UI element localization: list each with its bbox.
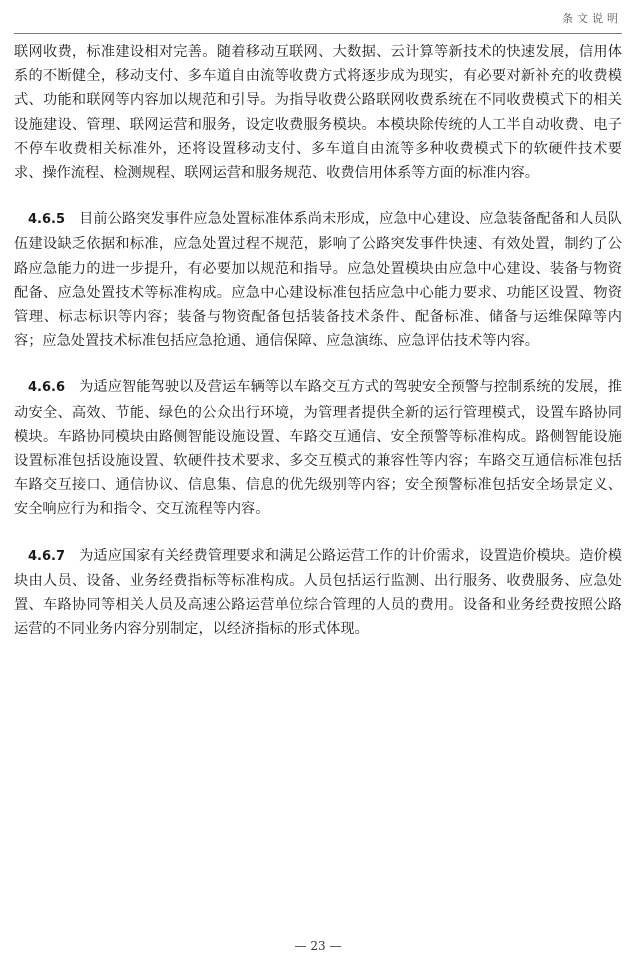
paragraph-text: 联网收费，标准建设相对完善。随着移动互联网、大数据、云计算等新技术的快速发展，信用体系的不断健全，移动支付、多车道自由流等收费方式将逐步成为现实，有必要对新补充的收费模式、功能和联网等内容加以规范和引导。为指导收费公路联网收费系统在不同收费模式下的相关设施建设、管理、联网运营和服务，设定收费服务模块。本模块除传统的人工半自动收费、电子不停车收费相关标准外，还将设置移动支付、多车道自由流等多种收费模式下的软硬件技术要求、操作流程、检测规程、联网运营和服务规范、收费信用体系等方面的标准内容。 (14, 44, 622, 182)
clause-number: 4.6.6 (28, 380, 66, 396)
page-number: — 23 — (294, 939, 342, 953)
clause-number: 4.6.7 (28, 548, 66, 564)
paragraph-text: 为适应智能驾驶以及营运车辆等以车路交互方式的驾驶安全预警与控制系统的发展，推动安全、高效、节能、绿色的公众出行环境，为管理者提供全新的运行管理模式，设置车路协同模块。车路协同模块由路侧智能设施设置、车路交互通信、安全预警等标准构成。路侧智能设施设置标准包括设施设置、软硬件技术要求、多交互模式的兼容性等内容；车路交互通信标准包括车路交互接口、通信协议、信息集、信息的优先级别等内容；安全预警标准包括安全场景定义、安全响应行为和指令、交互流程等内容。 (14, 379, 622, 518)
paragraph-text: 目前公路突发事件应急处置标准体系尚未形成，应急中心建设、应急装备配备和人员队伍建设缺乏依据和标准，应急处置过程不规范，影响了公路突发事件快速、有效处置，制约了公路应急能力的进一步提升，有必要加以规范和指导。应急处置模块由应急中心建设、装备与物资配备、应急处置技术等标准构成。应急中心建设标准包括应急中心能力要求、功能区设置、物资管理、标志标识等内容；装备与物资配备包括装备技术条件、配备标准、储备与运维保障等内容；应急处置技术标准包括应急抢通、通信保障、应急演练、应急评估技术等内容。 (14, 211, 622, 350)
clause-4-6-5 (14, 207, 622, 353)
paragraph-continued (14, 40, 622, 185)
clause-4-6-6 (14, 375, 622, 521)
clause-4-6-7 (14, 544, 622, 642)
header-rule (14, 33, 622, 34)
clause-number: 4.6.5 (28, 212, 66, 228)
body-text (14, 40, 622, 663)
running-header: 条文说明 (562, 12, 622, 25)
paragraph-text: 为适应国家有关经费管理要求和满足公路运营工作的计价需求，设置造价模块。造价模块由人员、设备、业务经费指标等标准构成。人员包括运行监测、出行服务、收费服务、应急处置、车路协同等相关人员及高速公路运营单位综合管理的人员的费用。设备和业务经费按照公路运营的不同业务内容分别制定，以经济指标的形式体现。 (14, 547, 622, 638)
